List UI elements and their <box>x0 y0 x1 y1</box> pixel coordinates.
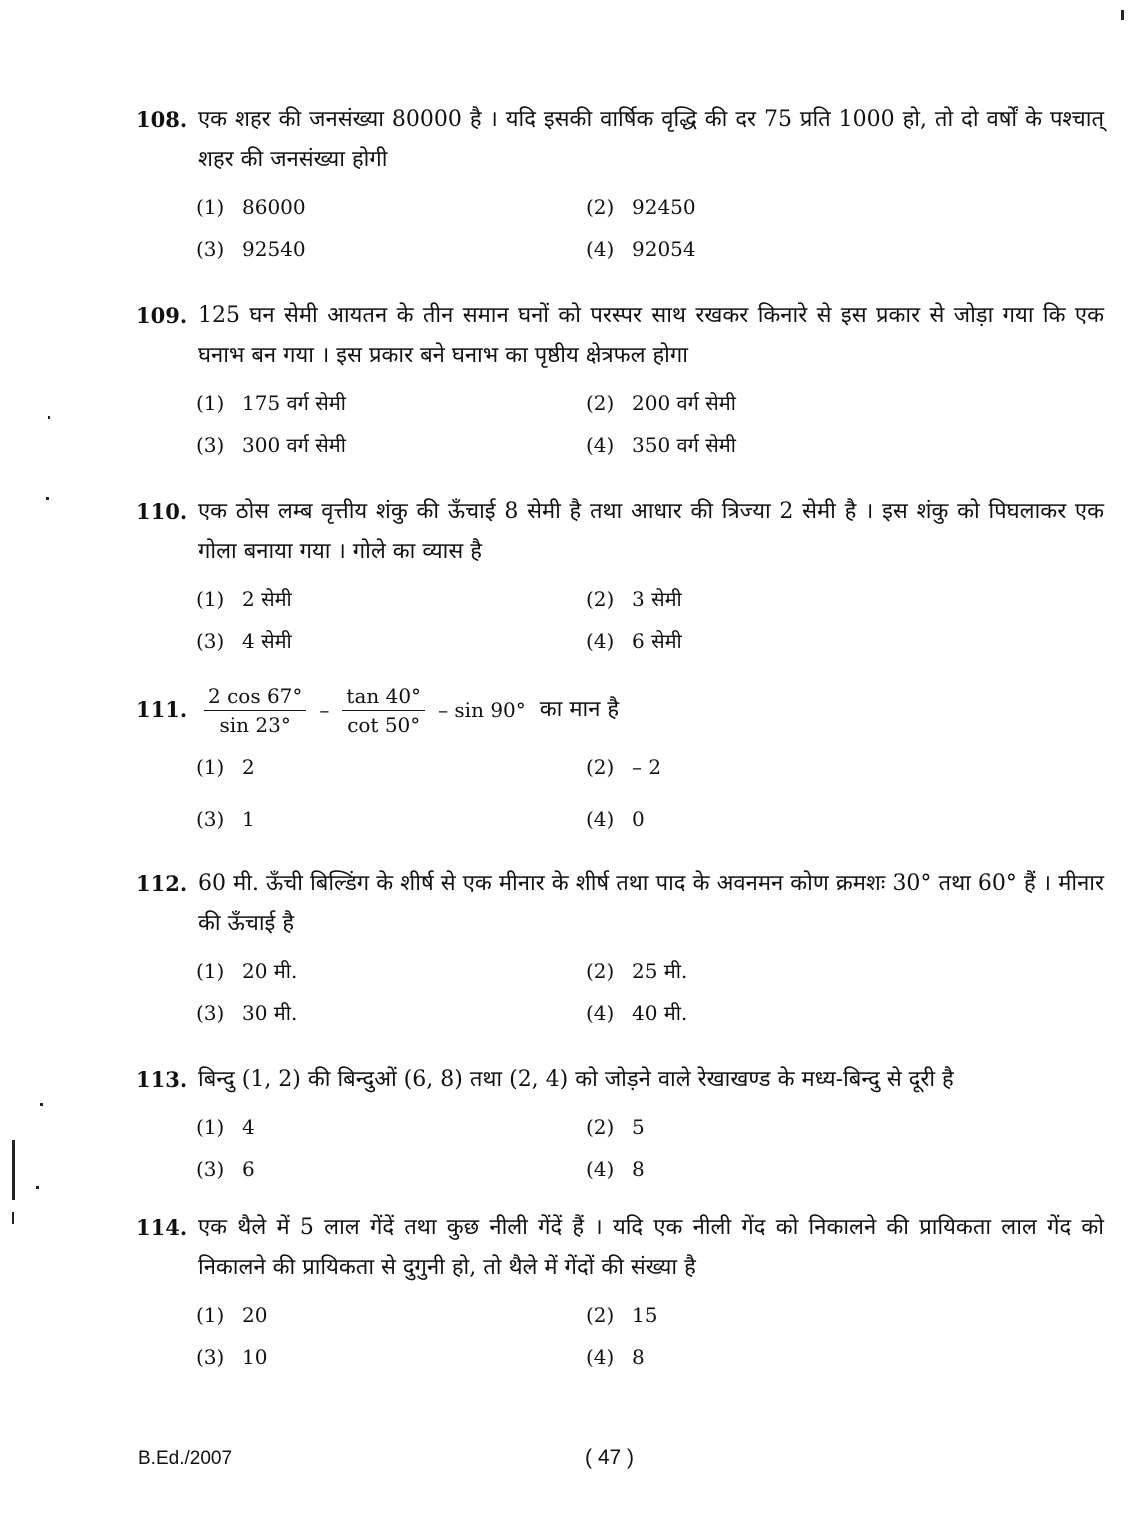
expression-tail: – sin 90° <box>438 698 526 722</box>
question-text: एक शहर की जनसंख्या 80000 है । यदि इसकी वार्षिक वृद्धि की दर 75 प्रति 1000 हो, तो दो वर्षों के पश्चात् शहर की जनसंख्या होगी <box>198 107 1104 172</box>
option-1: (1) 175 वर्ग सेमी <box>196 391 346 415</box>
fraction-2: $\frac{\tan 40^\circ}{\cot 50^\circ}$ <box>342 682 425 739</box>
question-number: 112. <box>136 871 188 896</box>
option-4: (4) 40 मी. <box>586 1001 688 1025</box>
question-112 <box>136 864 1104 1040</box>
option-1: (1) 2 <box>196 755 255 779</box>
option-4: (4) 6 सेमी <box>586 629 682 653</box>
question-number: 108. <box>136 107 188 132</box>
question-text: बिन्दु (1, 2) की बिन्दुओं (6, 8) तथा (2, 4) को जोड़ने वाले रेखाखण्ड के मध्य-बिन्दु से दूरी है <box>198 1067 954 1092</box>
option-2: (2) 15 <box>586 1303 658 1327</box>
question-number: 113. <box>136 1067 188 1092</box>
option-3: (3) 300 वर्ग सेमी <box>196 433 346 457</box>
scan-mark <box>48 416 50 419</box>
option-3: (3) 1 <box>196 807 255 831</box>
question-110 <box>136 492 1104 668</box>
question-suffix: का मान है <box>539 697 620 722</box>
option-4: (4) 0 <box>586 807 645 831</box>
question-text: एक थैले में 5 लाल गेंदें तथा कुछ नीली गेंदें हैं । यदि एक नीली गेंद को निकालने की प्रायिकता लाल गेंद को निकालने की प्रायिकता से दुगुनी हो, तो थैले में गेंदों की संख्या है <box>198 1215 1104 1280</box>
question-number: 111. <box>136 697 188 722</box>
option-1: (1) 20 <box>196 1303 268 1327</box>
option-4: (4) 8 <box>586 1345 645 1369</box>
question-text: एक ठोस लम्ब वृत्तीय शंकु की ऊँचाई 8 सेमी है तथा आधार की त्रिज्या 2 सेमी है । इस शंकु को पिघलाकर एक गोला बनाया गया । गोले का व्यास है <box>198 499 1104 564</box>
option-3: (3) 30 मी. <box>196 1001 298 1025</box>
option-2: (2) – 2 <box>586 755 662 779</box>
question-number: 109. <box>136 303 188 328</box>
option-3: (3) 4 सेमी <box>196 629 292 653</box>
option-1: (1) 86000 <box>196 195 306 219</box>
question-number: 114. <box>136 1215 188 1240</box>
scan-mark <box>36 1186 39 1189</box>
question-number: 110. <box>136 499 188 524</box>
option-1: (1) 20 मी. <box>196 959 298 983</box>
fraction-1: $\frac{2 \cos 67^\circ}{\sin 23^\circ}$ <box>204 682 306 739</box>
option-2: (2) 200 वर्ग सेमी <box>586 391 736 415</box>
scan-mark <box>12 1140 15 1200</box>
option-4: (4) 92054 <box>586 237 696 261</box>
option-2: (2) 3 सेमी <box>586 587 682 611</box>
scan-mark <box>12 1212 14 1224</box>
question-109 <box>136 296 1104 472</box>
option-1: (1) 2 सेमी <box>196 587 292 611</box>
option-4: (4) 350 वर्ग सेमी <box>586 433 736 457</box>
option-3: (3) 6 <box>196 1157 255 1181</box>
question-text: 125 घन सेमी आयतन के तीन समान घनों को परस्पर साथ रखकर किनारे से इस प्रकार से जोड़ा गया कि एक घनाभ बन गया । इस प्रकार बने घनाभ का पृष्ठीय क्षेत्रफल होगा <box>198 303 1104 368</box>
option-2: (2) 25 मी. <box>586 959 688 983</box>
option-1: (1) 4 <box>196 1115 255 1139</box>
question-108 <box>136 100 1104 276</box>
option-2: (2) 92450 <box>586 195 696 219</box>
question-114 <box>136 1208 1104 1384</box>
question-expression <box>198 680 1104 740</box>
question-113 <box>136 1060 1104 1196</box>
option-3: (3) 92540 <box>196 237 306 261</box>
scan-mark <box>46 497 49 500</box>
option-4: (4) 8 <box>586 1157 645 1181</box>
option-3: (3) 10 <box>196 1345 268 1369</box>
minus-sign: – <box>319 698 330 722</box>
option-2: (2) 5 <box>586 1115 645 1139</box>
question-text: 60 मी. ऊँची बिल्डिंग के शीर्ष से एक मीनार के शीर्ष तथा पाद के अवनमन कोण क्रमशः 30° तथा 60° हैं । मीनार की ऊँचाई है <box>198 871 1104 936</box>
question-111 <box>136 680 1104 856</box>
scan-mark <box>1121 10 1124 20</box>
scan-mark <box>40 1103 43 1106</box>
page-number: ( 47 ) <box>585 1446 635 1469</box>
exam-code: B.Ed./2007 <box>138 1448 233 1469</box>
